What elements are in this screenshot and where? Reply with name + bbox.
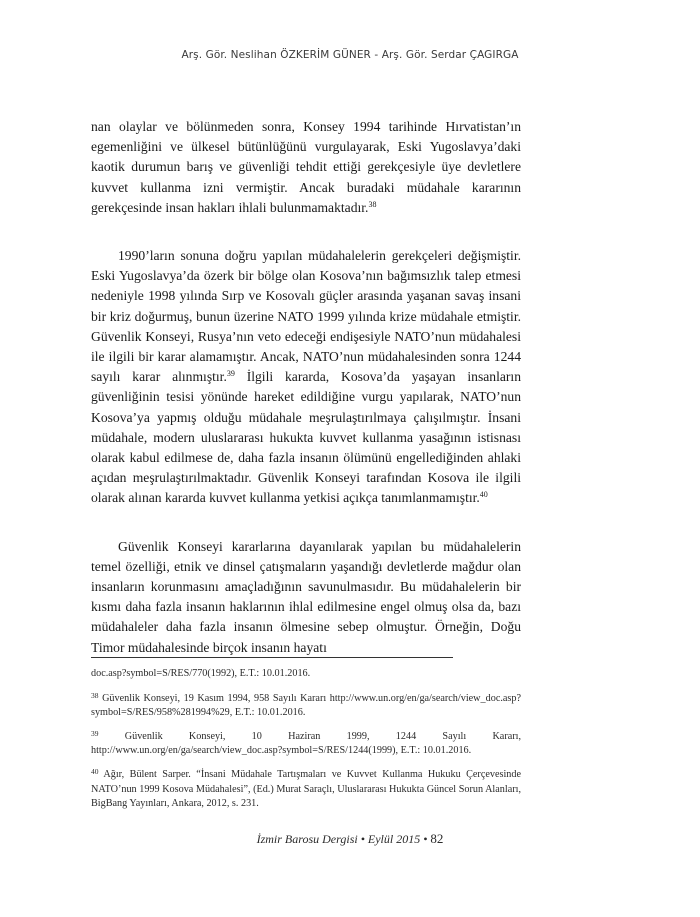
- footnotes: [91, 667, 521, 821]
- footnote-text: Ağır, Bülent Sarper. “İnsani Müdahale Tartışmaları ve Kuvvet Kullanma Hukuku Çerçevesinde NATO’nun 1999 Kosova Müdahalesi”, (Ed.) Murat Saraçlı, Uluslararası Hukukta Güncel Sorun Alanları, BigBang Yayınları, Ankara, 2012, s. 231.: [91, 768, 521, 810]
- paragraph-3: [91, 537, 521, 658]
- footnote-ref-38[interactable]: 38: [368, 199, 377, 209]
- paragraph-3-text: Güvenlik Konseyi kararlarına dayanılarak yapılan bu müdahalelerin temel özelliği, etnik ve dinsel çatışmaların yaşandığı devletlerde mağdur olan insanların korunmasını amaçladığının savunulmasıdır. Bu müdahalelerin bir kısmı daha fazla insanın haklarının ihlal edilmesine engel olmuş olsa da, bazı müdahaleler daha fazla insanın ölmesine sebep olmuştur. Örneğin, Doğu Timor müdahalesinde birçok insanın hayatı: [91, 538, 521, 655]
- footnote-ref-40[interactable]: 40: [479, 490, 488, 500]
- paragraph-1: [91, 117, 521, 218]
- footnote-text: Güvenlik Konseyi, 10 Haziran 1999, 1244 Sayılı Kararı, http://www.un.org/en/ga/search/view_doc.asp?symbol=S/RES/1244(1999), E.T.: 10.01.2016.: [91, 730, 522, 757]
- body-text: [91, 117, 521, 658]
- footnote-continuation: doc.asp?symbol=S/RES/770(1992), E.T.: 10.01.2016.: [91, 668, 311, 679]
- journal-name: İzmir Barosu Dergisi • Eylül 2015 •: [256, 832, 428, 846]
- footnote-text: Güvenlik Konseyi, 19 Kasım 1994, 958 Sayılı Kararı http://www.un.org/en/ga/search/view_doc.asp?symbol=S/RES/958%281994%29, E.T.: 10.01.2016.: [91, 692, 521, 719]
- paragraph-2-text-a: 1990’ların sonuna doğru yapılan müdahalelerin gerekçeleri değişmiştir. Eski Yugoslavya’da özerk bir bölge olan Kosova’nın bağımsızlık talep etmesi nedeniyle 1998 yılında Sırp ve Kosovalı güçler arasında yaşanan savaş insani bir kriz doğurmuş, bunun üzerine NATO 1999 yılında krize müdahale etmiştir. Güvenlik Konseyi, Rusya’nın veto edeceği endişesiyle NATO’nun müdahalesi ile ilgili bir karar alamamıştır. Ancak, NATO’nun müdahalesinden sonra 1244 sayılı karar alınmıştır.: [91, 248, 521, 385]
- page-number: 82: [430, 831, 444, 846]
- paragraph-1-text: nan olaylar ve bölünmeden sonra, Konsey 1994 tarihinde Hırvatistan’ın egemenliğini ve ülkesel bütünlüğünü vurgulayarak, Eski Yugoslavya’daki kaotik durumun barış ve güvenliği tehdit ettiği gerekçesiyle üye devletlere kuvvet kullanma izni vermiştir. Ancak buradaki müdahale kararının gerekçesinde insan hakları ihlali bulunmamaktadır.: [91, 119, 521, 215]
- page-footer: [0, 831, 700, 847]
- paragraph-2-text-b: İlgili kararda, Kosova’da yaşayan insanların güvenliğinin tesisi yönünde hareket edildiğine vurgu yapılarak, NATO’nun Kosova’ya yapmış olduğu müdahale meşrulaştırılmaya çalışılmıştır. İnsani müdahale, modern uluslararası hukukta kuvvet kullanma yasağının istisnası olarak kabul edilmese de, daha fazla insanın ölümünü engellediğinden ahlaki açıdan meşrulaştırılmaktadır. Güvenlik Konseyi tarafından Kosova ile ilgili olarak alınan kararda kuvvet kullanma yetkisi açıkça tanımlanmamıştır.: [91, 369, 521, 506]
- paragraph-2: [91, 246, 521, 509]
- footnote-38: [91, 692, 521, 721]
- footnote-ref-39[interactable]: 39: [226, 369, 235, 379]
- footnote-number: 40: [91, 766, 99, 776]
- running-header: Arş. Gör. Neslihan ÖZKERİM GÜNER - Arş. Gör. Serdar ÇAGIRGA: [181, 49, 519, 61]
- footnote-divider: [91, 657, 453, 658]
- footnote-39: [91, 730, 521, 759]
- footnote-number: 38: [91, 690, 99, 700]
- footnote-40: [91, 768, 521, 812]
- footnote-number: 39: [91, 728, 99, 738]
